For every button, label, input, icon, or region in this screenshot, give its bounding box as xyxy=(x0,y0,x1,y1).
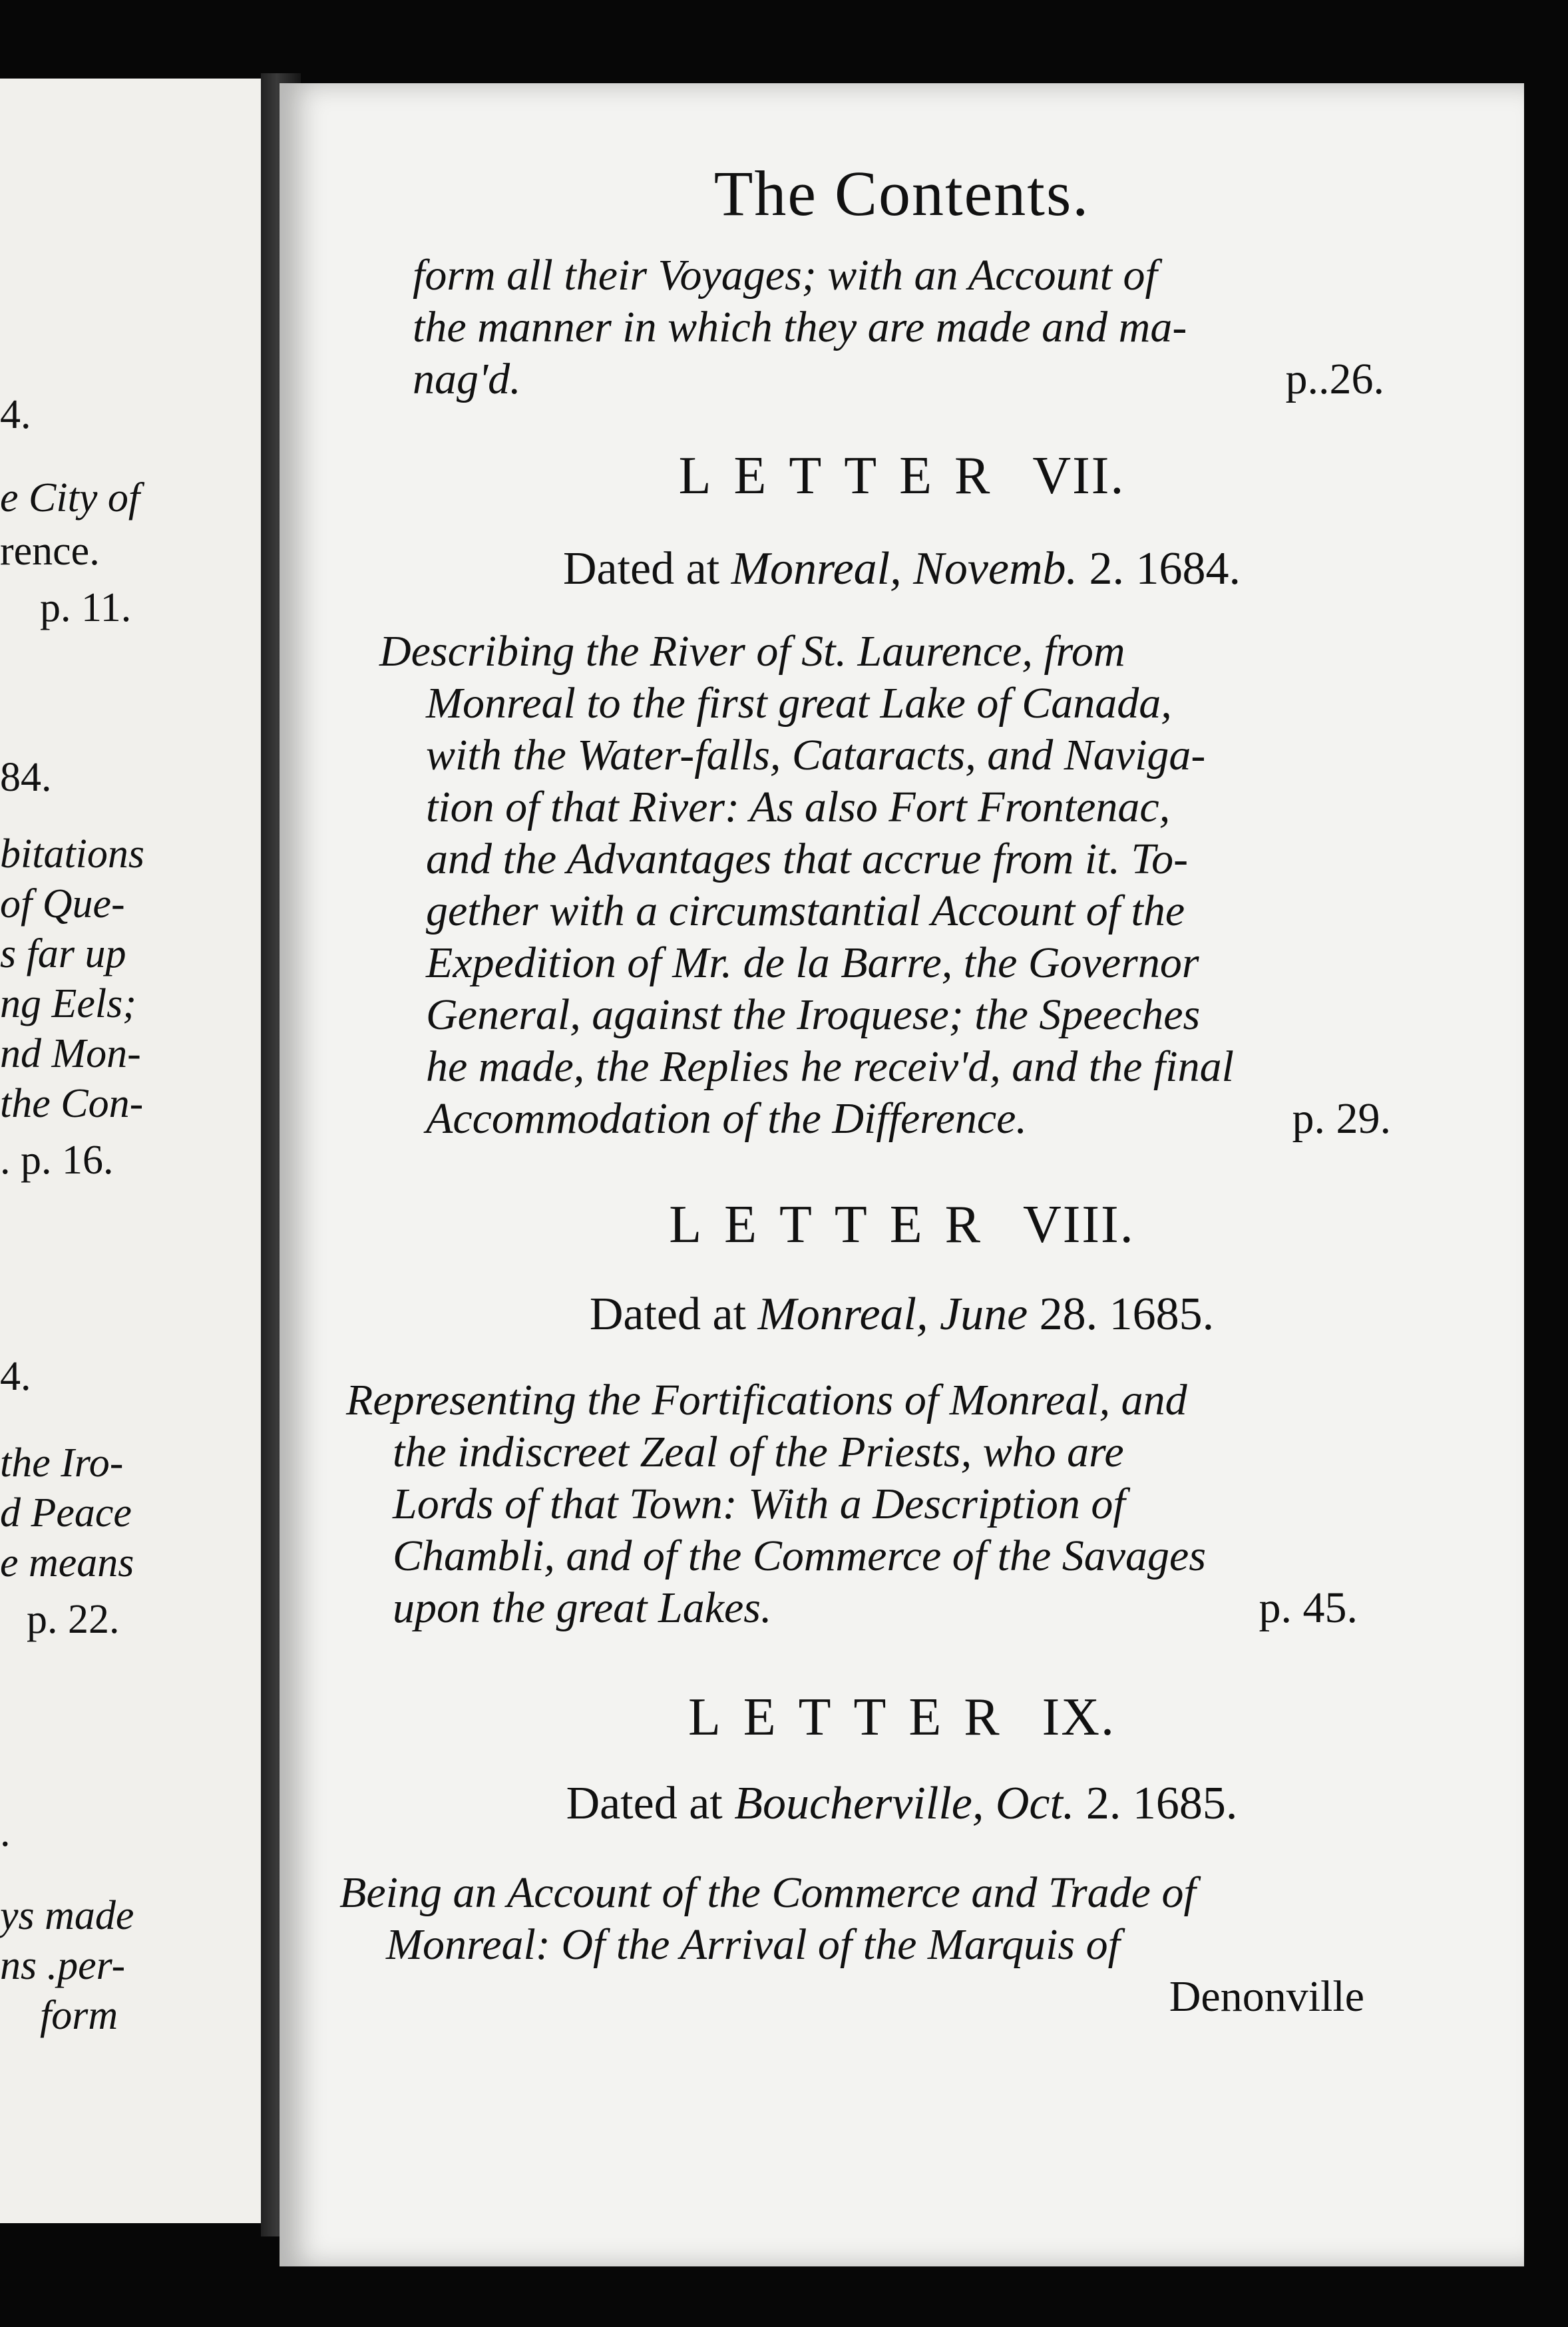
entry-line: the manner in which they are made and ma- xyxy=(413,303,1187,351)
letter-heading xyxy=(280,1195,1524,1255)
left-fragment: rence. xyxy=(0,529,100,574)
letter-heading xyxy=(280,1687,1524,1748)
left-fragment: e City of xyxy=(0,475,140,521)
dated-date: June xyxy=(940,1289,1028,1340)
dated-year: 2. 1684. xyxy=(1089,543,1241,594)
letter-heading xyxy=(280,446,1524,507)
letter-label: LETTER xyxy=(678,447,1013,505)
dated-place: Monreal, xyxy=(731,543,902,594)
left-fragment: 84. xyxy=(0,755,52,800)
entry-line: Lords of that Town: With a Description of xyxy=(393,1480,1125,1528)
letter-summary xyxy=(346,1375,1371,1634)
dated-prefix: Dated at xyxy=(566,1778,723,1829)
left-fragment: the Con- xyxy=(0,1081,144,1126)
entry-line: Monreal to the first great Lake of Canada, xyxy=(426,679,1172,728)
left-fragment: e means xyxy=(0,1540,134,1586)
letter-label: LETTER xyxy=(687,1688,1022,1747)
dated-line xyxy=(280,1777,1524,1830)
left-fragment: form xyxy=(40,1993,118,2038)
left-fragment: s far up xyxy=(0,931,126,976)
entry-line: Being an Account of the Commerce and Trade of xyxy=(339,1868,1196,1917)
entry-line xyxy=(379,1093,1404,1145)
entry-line: he made, the Replies he receiv'd, and the final xyxy=(426,1042,1234,1091)
left-fragment: ns .per- xyxy=(0,1943,126,1988)
entry-line: form all their Voyages; with an Account of xyxy=(413,251,1157,300)
left-fragment: nd Mon- xyxy=(0,1031,141,1076)
left-fragment: ys made xyxy=(0,1893,134,1938)
left-fragment: of Que- xyxy=(0,881,125,927)
entry-line: and the Advantages that accrue from it. To- xyxy=(426,835,1189,883)
dated-line xyxy=(280,542,1524,596)
entry-line: with the Water-falls, Cataracts, and Naviga- xyxy=(426,731,1206,779)
left-fragment: p. 22. xyxy=(27,1597,120,1642)
entry-line xyxy=(413,353,1398,405)
dated-year: 2. 1685. xyxy=(1085,1778,1238,1829)
letter-number: VII. xyxy=(1032,447,1125,505)
dated-place: Boucherville, xyxy=(734,1778,984,1829)
entry-line: Chambli, and of the Commerce of the Savages xyxy=(393,1532,1207,1580)
dated-place: Monreal, xyxy=(757,1289,928,1340)
page-reference: p. 45. xyxy=(1259,1584,1358,1632)
right-page xyxy=(280,83,1524,2266)
dated-date: Oct. xyxy=(995,1778,1075,1829)
left-page-fragment xyxy=(0,79,261,2223)
left-fragment: 4. xyxy=(0,1354,31,1399)
continuation-entry xyxy=(413,250,1398,405)
left-fragment: . xyxy=(0,1810,11,1855)
entry-line: General, against the Iroquese; the Speeches xyxy=(426,990,1201,1039)
left-fragment: 4. xyxy=(0,392,31,437)
dated-date: Novemb. xyxy=(913,543,1078,594)
left-fragment: bitations xyxy=(0,831,145,877)
entry-line-text: Accommodation of the Difference. xyxy=(426,1094,1027,1143)
entry-line: Describing the River of St. Laurence, from xyxy=(379,627,1125,676)
dated-prefix: Dated at xyxy=(589,1289,747,1340)
left-fragment: p. 11. xyxy=(40,585,132,630)
entry-line: Representing the Fortifications of Monreal, and xyxy=(346,1376,1187,1424)
page-reference: p. 29. xyxy=(1292,1094,1391,1143)
left-fragment: d Peace xyxy=(0,1490,132,1536)
left-fragment: the Iro- xyxy=(0,1440,124,1486)
entry-line: gether with a circumstantial Account of the xyxy=(426,887,1185,935)
entry-line xyxy=(346,1582,1371,1634)
letter-label: LETTER xyxy=(669,1195,1003,1254)
entry-line-text: nag'd. xyxy=(413,355,521,403)
entry-line-text: upon the great Lakes. xyxy=(393,1584,772,1632)
letter-number: IX. xyxy=(1042,1688,1116,1747)
dated-line xyxy=(280,1288,1524,1341)
dated-prefix: Dated at xyxy=(562,543,720,594)
left-fragment: . p. 16. xyxy=(0,1138,114,1183)
entry-line: Expedition of Mr. de la Barre, the Governor xyxy=(426,939,1199,987)
catchword: Denonville xyxy=(1169,1972,1364,2021)
page-reference: p..26. xyxy=(1285,355,1384,403)
letter-number: VIII. xyxy=(1023,1195,1135,1254)
dated-year: 28. 1685. xyxy=(1039,1289,1215,1340)
entry-line: Monreal: Of the Arrival of the Marquis of xyxy=(386,1920,1120,1969)
left-fragment: ng Eels; xyxy=(0,981,136,1026)
page-title: The Contents. xyxy=(713,158,1090,229)
entry-line: tion of that River: As also Fort Frontenac, xyxy=(426,783,1171,831)
entry-line: the indiscreet Zeal of the Priests, who are xyxy=(393,1428,1124,1476)
letter-summary xyxy=(379,626,1404,1145)
letter-summary xyxy=(339,1867,1364,2023)
